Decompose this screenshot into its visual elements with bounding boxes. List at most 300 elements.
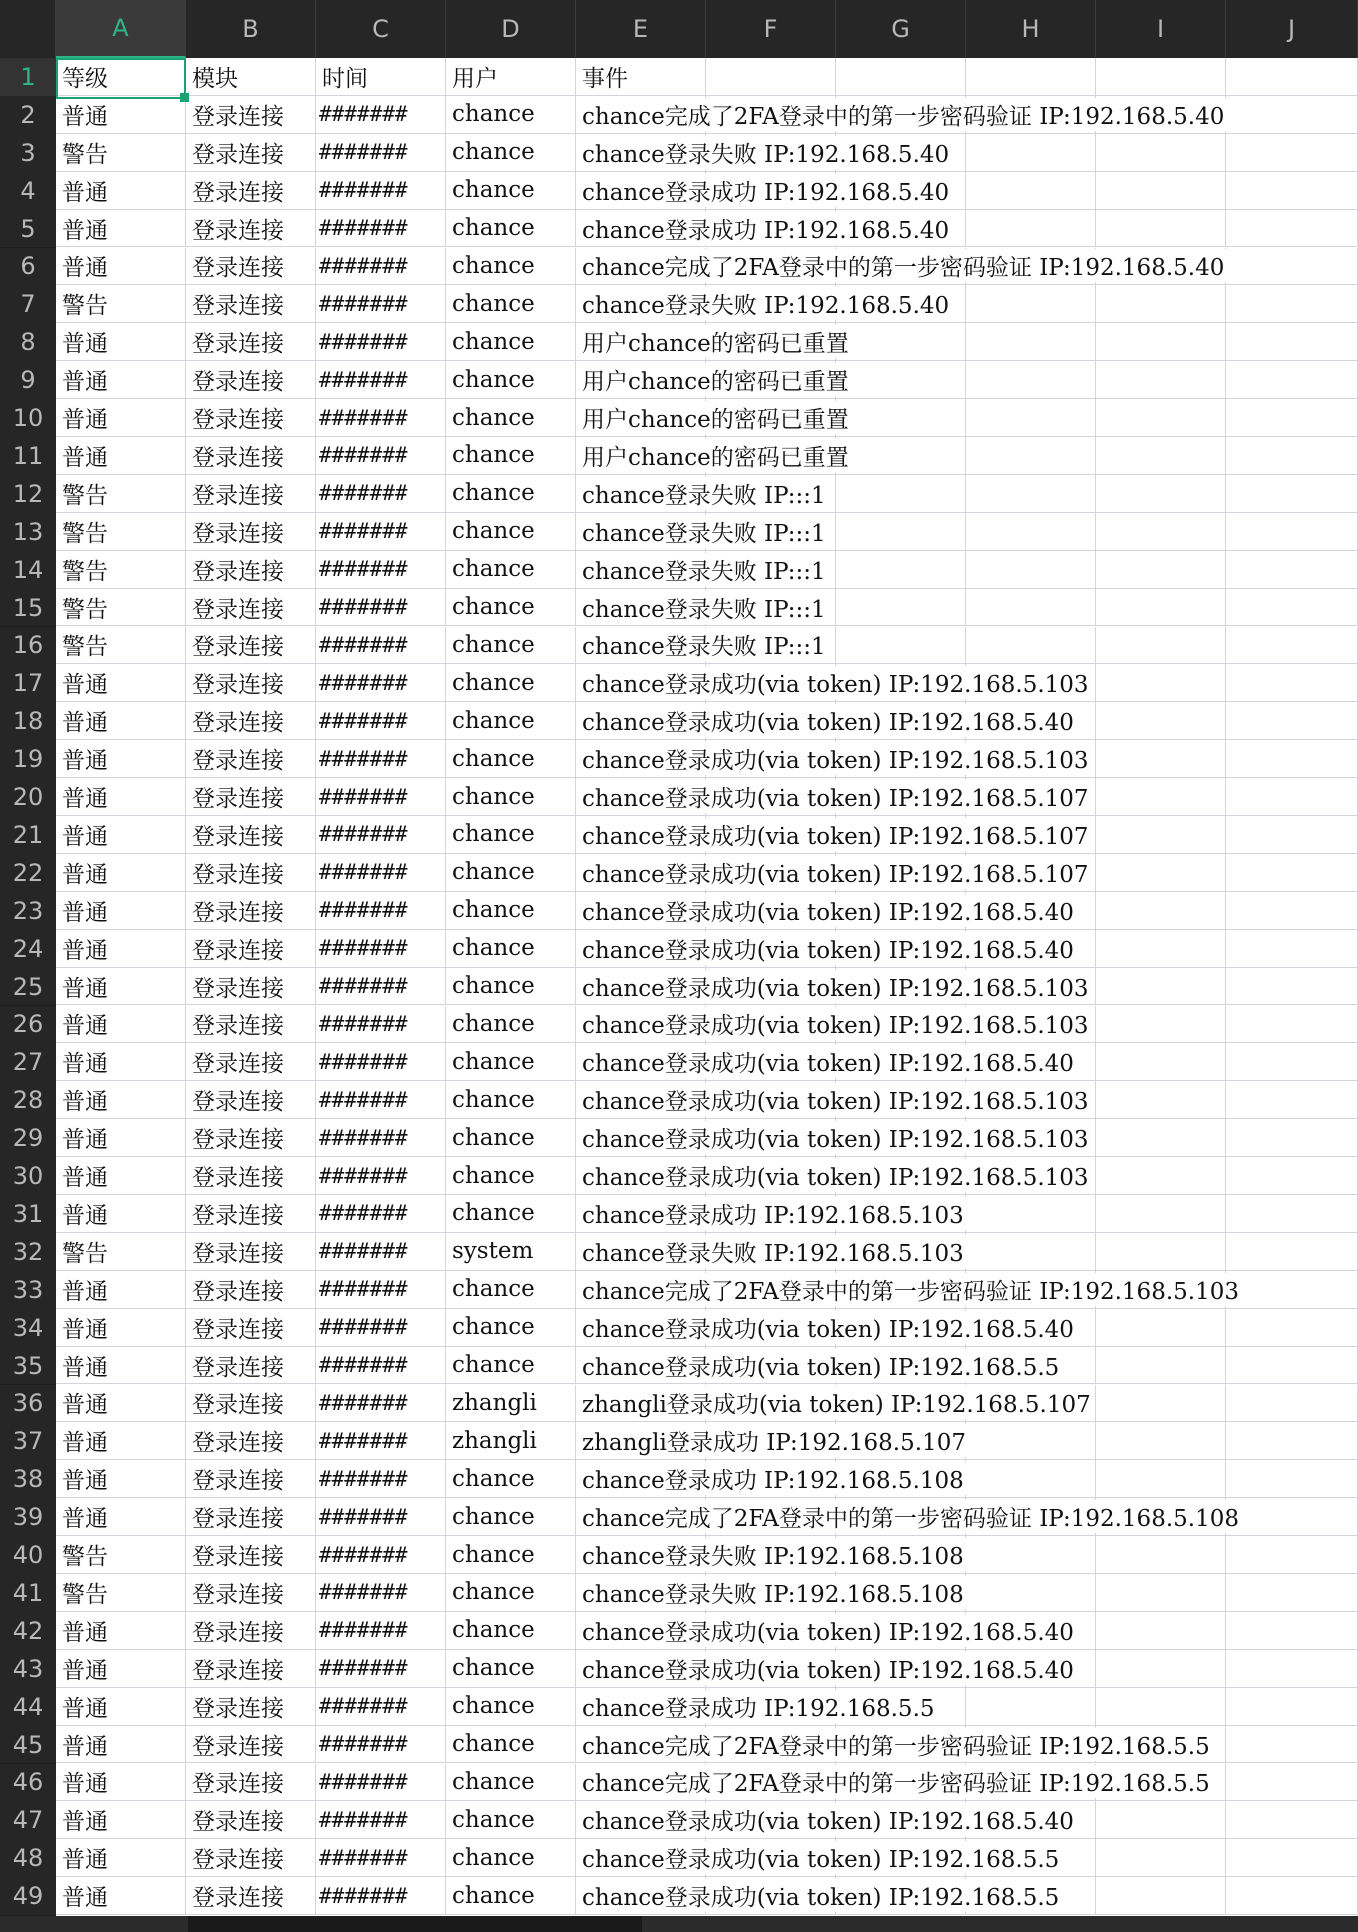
cell-module[interactable] xyxy=(186,437,316,475)
cell-event[interactable] xyxy=(576,1043,1074,1081)
row-header-40[interactable]: 40 xyxy=(0,1536,56,1574)
cell-j43[interactable] xyxy=(1226,1650,1358,1688)
cell-i26[interactable] xyxy=(1096,1006,1226,1044)
cell-module[interactable] xyxy=(186,1877,316,1915)
cell-g11[interactable] xyxy=(836,437,966,475)
cell-user[interactable] xyxy=(446,1688,576,1726)
cell-module[interactable] xyxy=(186,589,316,627)
cell-level[interactable] xyxy=(56,1650,186,1688)
cell-event[interactable] xyxy=(576,323,849,361)
cell-user[interactable] xyxy=(446,248,576,286)
cell-time[interactable] xyxy=(316,1574,446,1612)
cell-i12[interactable] xyxy=(1096,475,1226,513)
cell-time[interactable] xyxy=(316,437,446,475)
cell-i34[interactable] xyxy=(1096,1309,1226,1347)
cell-module[interactable] xyxy=(186,513,316,551)
cell-h1[interactable] xyxy=(966,58,1096,96)
row-header-1[interactable]: 1 xyxy=(0,58,56,96)
cell-h14[interactable] xyxy=(966,551,1096,589)
cell-event[interactable] xyxy=(576,1157,1089,1195)
cell-event[interactable] xyxy=(576,627,826,665)
row-header-37[interactable]: 37 xyxy=(0,1422,56,1460)
cell-j2[interactable] xyxy=(1226,96,1358,134)
cell-time[interactable] xyxy=(316,1764,446,1802)
cell-user[interactable] xyxy=(446,589,576,627)
header-cell-module[interactable] xyxy=(186,58,316,96)
cell-module[interactable] xyxy=(186,172,316,210)
cell-h4[interactable] xyxy=(966,172,1096,210)
cell-user[interactable] xyxy=(446,1764,576,1802)
cell-i30[interactable] xyxy=(1096,1157,1226,1195)
cell-level[interactable] xyxy=(56,930,186,968)
cell-time[interactable] xyxy=(316,930,446,968)
cell-level[interactable] xyxy=(56,1347,186,1385)
column-header-c[interactable]: C xyxy=(316,0,446,58)
cell-module[interactable] xyxy=(186,1536,316,1574)
cell-j23[interactable] xyxy=(1226,892,1358,930)
cell-j9[interactable] xyxy=(1226,361,1358,399)
cell-g10[interactable] xyxy=(836,399,966,437)
cell-level[interactable] xyxy=(56,892,186,930)
cell-level[interactable] xyxy=(56,285,186,323)
cell-user[interactable] xyxy=(446,892,576,930)
cell-event[interactable] xyxy=(576,892,1074,930)
cell-i43[interactable] xyxy=(1096,1650,1226,1688)
cell-i8[interactable] xyxy=(1096,323,1226,361)
cell-event[interactable] xyxy=(576,134,950,172)
cell-user[interactable] xyxy=(446,1422,576,1460)
row-header-44[interactable]: 44 xyxy=(0,1688,56,1726)
cell-j32[interactable] xyxy=(1226,1233,1358,1271)
cell-j29[interactable] xyxy=(1226,1119,1358,1157)
cell-time[interactable] xyxy=(316,1460,446,1498)
cell-time[interactable] xyxy=(316,1006,446,1044)
row-header-8[interactable]: 8 xyxy=(0,323,56,361)
cell-user[interactable] xyxy=(446,702,576,740)
cell-i28[interactable] xyxy=(1096,1081,1226,1119)
cell-time[interactable] xyxy=(316,1839,446,1877)
cell-level[interactable] xyxy=(56,210,186,248)
cell-time[interactable] xyxy=(316,1157,446,1195)
cell-j5[interactable] xyxy=(1226,210,1358,248)
cell-user[interactable] xyxy=(446,1271,576,1309)
cell-h5[interactable] xyxy=(966,210,1096,248)
cell-time[interactable] xyxy=(316,1536,446,1574)
cell-user[interactable] xyxy=(446,399,576,437)
cell-event[interactable] xyxy=(576,361,849,399)
cell-level[interactable] xyxy=(56,1157,186,1195)
cell-level[interactable] xyxy=(56,854,186,892)
cell-module[interactable] xyxy=(186,399,316,437)
cell-level[interactable] xyxy=(56,1081,186,1119)
cell-module[interactable] xyxy=(186,1385,316,1423)
cell-i37[interactable] xyxy=(1096,1422,1226,1460)
cell-h16[interactable] xyxy=(966,627,1096,665)
cell-module[interactable] xyxy=(186,816,316,854)
cell-i7[interactable] xyxy=(1096,285,1226,323)
cell-i10[interactable] xyxy=(1096,399,1226,437)
cell-i22[interactable] xyxy=(1096,854,1226,892)
row-header-33[interactable]: 33 xyxy=(0,1271,56,1309)
cell-user[interactable] xyxy=(446,968,576,1006)
cell-level[interactable] xyxy=(56,1271,186,1309)
cell-event[interactable] xyxy=(576,1764,1210,1802)
cell-g8[interactable] xyxy=(836,323,966,361)
cell-i15[interactable] xyxy=(1096,589,1226,627)
header-cell-time[interactable] xyxy=(316,58,446,96)
cell-j47[interactable] xyxy=(1226,1801,1358,1839)
cell-user[interactable] xyxy=(446,854,576,892)
cell-user[interactable] xyxy=(446,930,576,968)
cell-f1[interactable] xyxy=(706,58,836,96)
cell-time[interactable] xyxy=(316,361,446,399)
cell-level[interactable] xyxy=(56,437,186,475)
cell-i29[interactable] xyxy=(1096,1119,1226,1157)
cell-module[interactable] xyxy=(186,1119,316,1157)
cell-level[interactable] xyxy=(56,1726,186,1764)
cell-h8[interactable] xyxy=(966,323,1096,361)
cell-time[interactable] xyxy=(316,627,446,665)
cell-j4[interactable] xyxy=(1226,172,1358,210)
cell-time[interactable] xyxy=(316,1233,446,1271)
cell-event[interactable] xyxy=(576,1006,1089,1044)
column-header-j[interactable]: J xyxy=(1226,0,1358,58)
row-header-14[interactable]: 14 xyxy=(0,551,56,589)
cell-event[interactable] xyxy=(576,1385,1091,1423)
row-header-15[interactable]: 15 xyxy=(0,589,56,627)
row-header-28[interactable]: 28 xyxy=(0,1081,56,1119)
cell-event[interactable] xyxy=(576,1422,966,1460)
cell-user[interactable] xyxy=(446,551,576,589)
cell-time[interactable] xyxy=(316,1081,446,1119)
cell-g16[interactable] xyxy=(836,627,966,665)
cell-user[interactable] xyxy=(446,1385,576,1423)
row-header-43[interactable]: 43 xyxy=(0,1650,56,1688)
cell-i18[interactable] xyxy=(1096,702,1226,740)
row-header-10[interactable]: 10 xyxy=(0,399,56,437)
cell-level[interactable] xyxy=(56,1877,186,1915)
row-header-18[interactable]: 18 xyxy=(0,702,56,740)
cell-i40[interactable] xyxy=(1096,1536,1226,1574)
cell-time[interactable] xyxy=(316,210,446,248)
cell-i44[interactable] xyxy=(1096,1688,1226,1726)
row-header-17[interactable]: 17 xyxy=(0,664,56,702)
cell-module[interactable] xyxy=(186,551,316,589)
cell-time[interactable] xyxy=(316,589,446,627)
column-header-h[interactable]: H xyxy=(966,0,1096,58)
cell-time[interactable] xyxy=(316,664,446,702)
cell-time[interactable] xyxy=(316,172,446,210)
cell-level[interactable] xyxy=(56,551,186,589)
cell-level[interactable] xyxy=(56,1839,186,1877)
cell-module[interactable] xyxy=(186,1839,316,1877)
cell-i20[interactable] xyxy=(1096,778,1226,816)
cell-user[interactable] xyxy=(446,172,576,210)
cell-h31[interactable] xyxy=(966,1195,1096,1233)
cell-module[interactable] xyxy=(186,1574,316,1612)
cell-user[interactable] xyxy=(446,323,576,361)
cell-j22[interactable] xyxy=(1226,854,1358,892)
cell-event[interactable] xyxy=(576,1839,1060,1877)
cell-user[interactable] xyxy=(446,1726,576,1764)
cell-j25[interactable] xyxy=(1226,968,1358,1006)
cell-time[interactable] xyxy=(316,816,446,854)
cell-module[interactable] xyxy=(186,96,316,134)
cell-level[interactable] xyxy=(56,399,186,437)
cell-module[interactable] xyxy=(186,1347,316,1385)
cell-j12[interactable] xyxy=(1226,475,1358,513)
row-header-22[interactable]: 22 xyxy=(0,854,56,892)
cell-level[interactable] xyxy=(56,1119,186,1157)
cell-j19[interactable] xyxy=(1226,740,1358,778)
cell-i32[interactable] xyxy=(1096,1233,1226,1271)
cell-user[interactable] xyxy=(446,1460,576,1498)
cell-level[interactable] xyxy=(56,1385,186,1423)
cell-i24[interactable] xyxy=(1096,930,1226,968)
cell-i13[interactable] xyxy=(1096,513,1226,551)
cell-user[interactable] xyxy=(446,1347,576,1385)
cell-user[interactable] xyxy=(446,1650,576,1688)
row-header-7[interactable]: 7 xyxy=(0,285,56,323)
cell-time[interactable] xyxy=(316,892,446,930)
cell-module[interactable] xyxy=(186,1612,316,1650)
cell-module[interactable] xyxy=(186,1309,316,1347)
cell-event[interactable] xyxy=(576,513,826,551)
column-header-e[interactable]: E xyxy=(576,0,706,58)
row-header-41[interactable]: 41 xyxy=(0,1574,56,1612)
cell-j13[interactable] xyxy=(1226,513,1358,551)
cell-j40[interactable] xyxy=(1226,1536,1358,1574)
row-header-29[interactable]: 29 xyxy=(0,1119,56,1157)
row-header-4[interactable]: 4 xyxy=(0,172,56,210)
cell-level[interactable] xyxy=(56,627,186,665)
cell-event[interactable] xyxy=(576,702,1074,740)
cell-j11[interactable] xyxy=(1226,437,1358,475)
cell-time[interactable] xyxy=(316,513,446,551)
cell-event[interactable] xyxy=(576,589,826,627)
cell-event[interactable] xyxy=(576,968,1089,1006)
cell-user[interactable] xyxy=(446,740,576,778)
row-header-20[interactable]: 20 xyxy=(0,778,56,816)
cell-j36[interactable] xyxy=(1226,1385,1358,1423)
cell-module[interactable] xyxy=(186,892,316,930)
cell-level[interactable] xyxy=(56,1309,186,1347)
cell-h11[interactable] xyxy=(966,437,1096,475)
row-header-24[interactable]: 24 xyxy=(0,930,56,968)
cell-j16[interactable] xyxy=(1226,627,1358,665)
cell-module[interactable] xyxy=(186,627,316,665)
cell-i11[interactable] xyxy=(1096,437,1226,475)
cell-level[interactable] xyxy=(56,1574,186,1612)
row-header-27[interactable]: 27 xyxy=(0,1043,56,1081)
cell-i35[interactable] xyxy=(1096,1347,1226,1385)
row-header-45[interactable]: 45 xyxy=(0,1726,56,1764)
cell-j30[interactable] xyxy=(1226,1157,1358,1195)
cell-level[interactable] xyxy=(56,1498,186,1536)
cell-module[interactable] xyxy=(186,1688,316,1726)
cell-j48[interactable] xyxy=(1226,1839,1358,1877)
cell-time[interactable] xyxy=(316,551,446,589)
cell-i49[interactable] xyxy=(1096,1877,1226,1915)
cell-level[interactable] xyxy=(56,1043,186,1081)
cell-event[interactable] xyxy=(576,1650,1074,1688)
cell-level[interactable] xyxy=(56,1460,186,1498)
row-header-35[interactable]: 35 xyxy=(0,1347,56,1385)
cell-time[interactable] xyxy=(316,1650,446,1688)
cell-module[interactable] xyxy=(186,1195,316,1233)
cell-time[interactable] xyxy=(316,968,446,1006)
cell-time[interactable] xyxy=(316,1801,446,1839)
row-header-12[interactable]: 12 xyxy=(0,475,56,513)
cell-i36[interactable] xyxy=(1096,1385,1226,1423)
cell-j10[interactable] xyxy=(1226,399,1358,437)
cell-event[interactable] xyxy=(576,1726,1210,1764)
row-header-25[interactable]: 25 xyxy=(0,968,56,1006)
cell-module[interactable] xyxy=(186,134,316,172)
cell-event[interactable] xyxy=(576,740,1089,778)
cell-user[interactable] xyxy=(446,134,576,172)
row-header-42[interactable]: 42 xyxy=(0,1612,56,1650)
cell-module[interactable] xyxy=(186,1801,316,1839)
cell-module[interactable] xyxy=(186,1498,316,1536)
cell-module[interactable] xyxy=(186,248,316,286)
cell-level[interactable] xyxy=(56,475,186,513)
cell-level[interactable] xyxy=(56,1801,186,1839)
cell-event[interactable] xyxy=(576,1877,1060,1915)
cell-i41[interactable] xyxy=(1096,1574,1226,1612)
fill-handle[interactable] xyxy=(180,93,189,102)
cell-j17[interactable] xyxy=(1226,664,1358,702)
row-header-11[interactable]: 11 xyxy=(0,437,56,475)
cell-module[interactable] xyxy=(186,1043,316,1081)
cell-i31[interactable] xyxy=(1096,1195,1226,1233)
cell-j20[interactable] xyxy=(1226,778,1358,816)
cell-module[interactable] xyxy=(186,1650,316,1688)
cell-level[interactable] xyxy=(56,1764,186,1802)
cell-i48[interactable] xyxy=(1096,1839,1226,1877)
cell-user[interactable] xyxy=(446,778,576,816)
cell-user[interactable] xyxy=(446,210,576,248)
cell-event[interactable] xyxy=(576,1688,935,1726)
cell-j33[interactable] xyxy=(1226,1271,1358,1309)
cell-module[interactable] xyxy=(186,854,316,892)
cell-user[interactable] xyxy=(446,1195,576,1233)
row-header-3[interactable]: 3 xyxy=(0,134,56,172)
header-cell-level[interactable] xyxy=(56,58,186,96)
cell-j31[interactable] xyxy=(1226,1195,1358,1233)
cell-j6[interactable] xyxy=(1226,248,1358,286)
cell-h10[interactable] xyxy=(966,399,1096,437)
cell-level[interactable] xyxy=(56,1536,186,1574)
cell-user[interactable] xyxy=(446,1119,576,1157)
cell-user[interactable] xyxy=(446,1536,576,1574)
cell-time[interactable] xyxy=(316,96,446,134)
cell-event[interactable] xyxy=(576,1233,964,1271)
cell-i38[interactable] xyxy=(1096,1460,1226,1498)
cell-event[interactable] xyxy=(576,96,1225,134)
cell-h41[interactable] xyxy=(966,1574,1096,1612)
cell-i3[interactable] xyxy=(1096,134,1226,172)
cell-time[interactable] xyxy=(316,475,446,513)
column-header-d[interactable]: D xyxy=(446,0,576,58)
cell-j27[interactable] xyxy=(1226,1043,1358,1081)
cell-level[interactable] xyxy=(56,664,186,702)
cell-j45[interactable] xyxy=(1226,1726,1358,1764)
cell-time[interactable] xyxy=(316,702,446,740)
column-header-g[interactable]: G xyxy=(836,0,966,58)
cell-time[interactable] xyxy=(316,778,446,816)
cell-module[interactable] xyxy=(186,1271,316,1309)
cell-module[interactable] xyxy=(186,1081,316,1119)
cell-module[interactable] xyxy=(186,1157,316,1195)
cell-user[interactable] xyxy=(446,475,576,513)
row-header-16[interactable]: 16 xyxy=(0,627,56,665)
cell-time[interactable] xyxy=(316,1271,446,1309)
cell-event[interactable] xyxy=(576,1195,964,1233)
cell-event[interactable] xyxy=(576,1574,964,1612)
cell-event[interactable] xyxy=(576,854,1089,892)
cell-module[interactable] xyxy=(186,968,316,1006)
row-header-36[interactable]: 36 xyxy=(0,1385,56,1423)
cell-time[interactable] xyxy=(316,1688,446,1726)
cell-user[interactable] xyxy=(446,1877,576,1915)
cell-j1[interactable] xyxy=(1226,58,1358,96)
cell-module[interactable] xyxy=(186,1422,316,1460)
cell-module[interactable] xyxy=(186,210,316,248)
header-cell-event[interactable] xyxy=(576,58,706,96)
row-header-46[interactable]: 46 xyxy=(0,1764,56,1802)
cell-i1[interactable] xyxy=(1096,58,1226,96)
cell-event[interactable] xyxy=(576,1081,1089,1119)
cell-event[interactable] xyxy=(576,664,1089,702)
cell-level[interactable] xyxy=(56,513,186,551)
cell-j14[interactable] xyxy=(1226,551,1358,589)
cell-i5[interactable] xyxy=(1096,210,1226,248)
cell-module[interactable] xyxy=(186,475,316,513)
cell-i17[interactable] xyxy=(1096,664,1226,702)
cell-user[interactable] xyxy=(446,1309,576,1347)
row-header-2[interactable]: 2 xyxy=(0,96,56,134)
cell-j34[interactable] xyxy=(1226,1309,1358,1347)
cell-j18[interactable] xyxy=(1226,702,1358,740)
cell-time[interactable] xyxy=(316,1043,446,1081)
cell-j37[interactable] xyxy=(1226,1422,1358,1460)
row-header-30[interactable]: 30 xyxy=(0,1157,56,1195)
cell-event[interactable] xyxy=(576,551,826,589)
select-all-corner[interactable] xyxy=(0,0,56,58)
row-header-48[interactable]: 48 xyxy=(0,1839,56,1877)
row-header-47[interactable]: 47 xyxy=(0,1801,56,1839)
cell-time[interactable] xyxy=(316,740,446,778)
cell-time[interactable] xyxy=(316,1119,446,1157)
row-header-49[interactable]: 49 xyxy=(0,1877,56,1915)
cell-event[interactable] xyxy=(576,930,1074,968)
cell-user[interactable] xyxy=(446,1574,576,1612)
cell-j44[interactable] xyxy=(1226,1688,1358,1726)
column-header-a[interactable]: A xyxy=(56,0,186,58)
row-header-32[interactable]: 32 xyxy=(0,1233,56,1271)
cell-level[interactable] xyxy=(56,1195,186,1233)
cell-time[interactable] xyxy=(316,1422,446,1460)
cell-i9[interactable] xyxy=(1096,361,1226,399)
cell-module[interactable] xyxy=(186,1460,316,1498)
cell-level[interactable] xyxy=(56,248,186,286)
cell-time[interactable] xyxy=(316,854,446,892)
cell-level[interactable] xyxy=(56,778,186,816)
cell-user[interactable] xyxy=(446,1839,576,1877)
cell-j41[interactable] xyxy=(1226,1574,1358,1612)
cell-user[interactable] xyxy=(446,1043,576,1081)
